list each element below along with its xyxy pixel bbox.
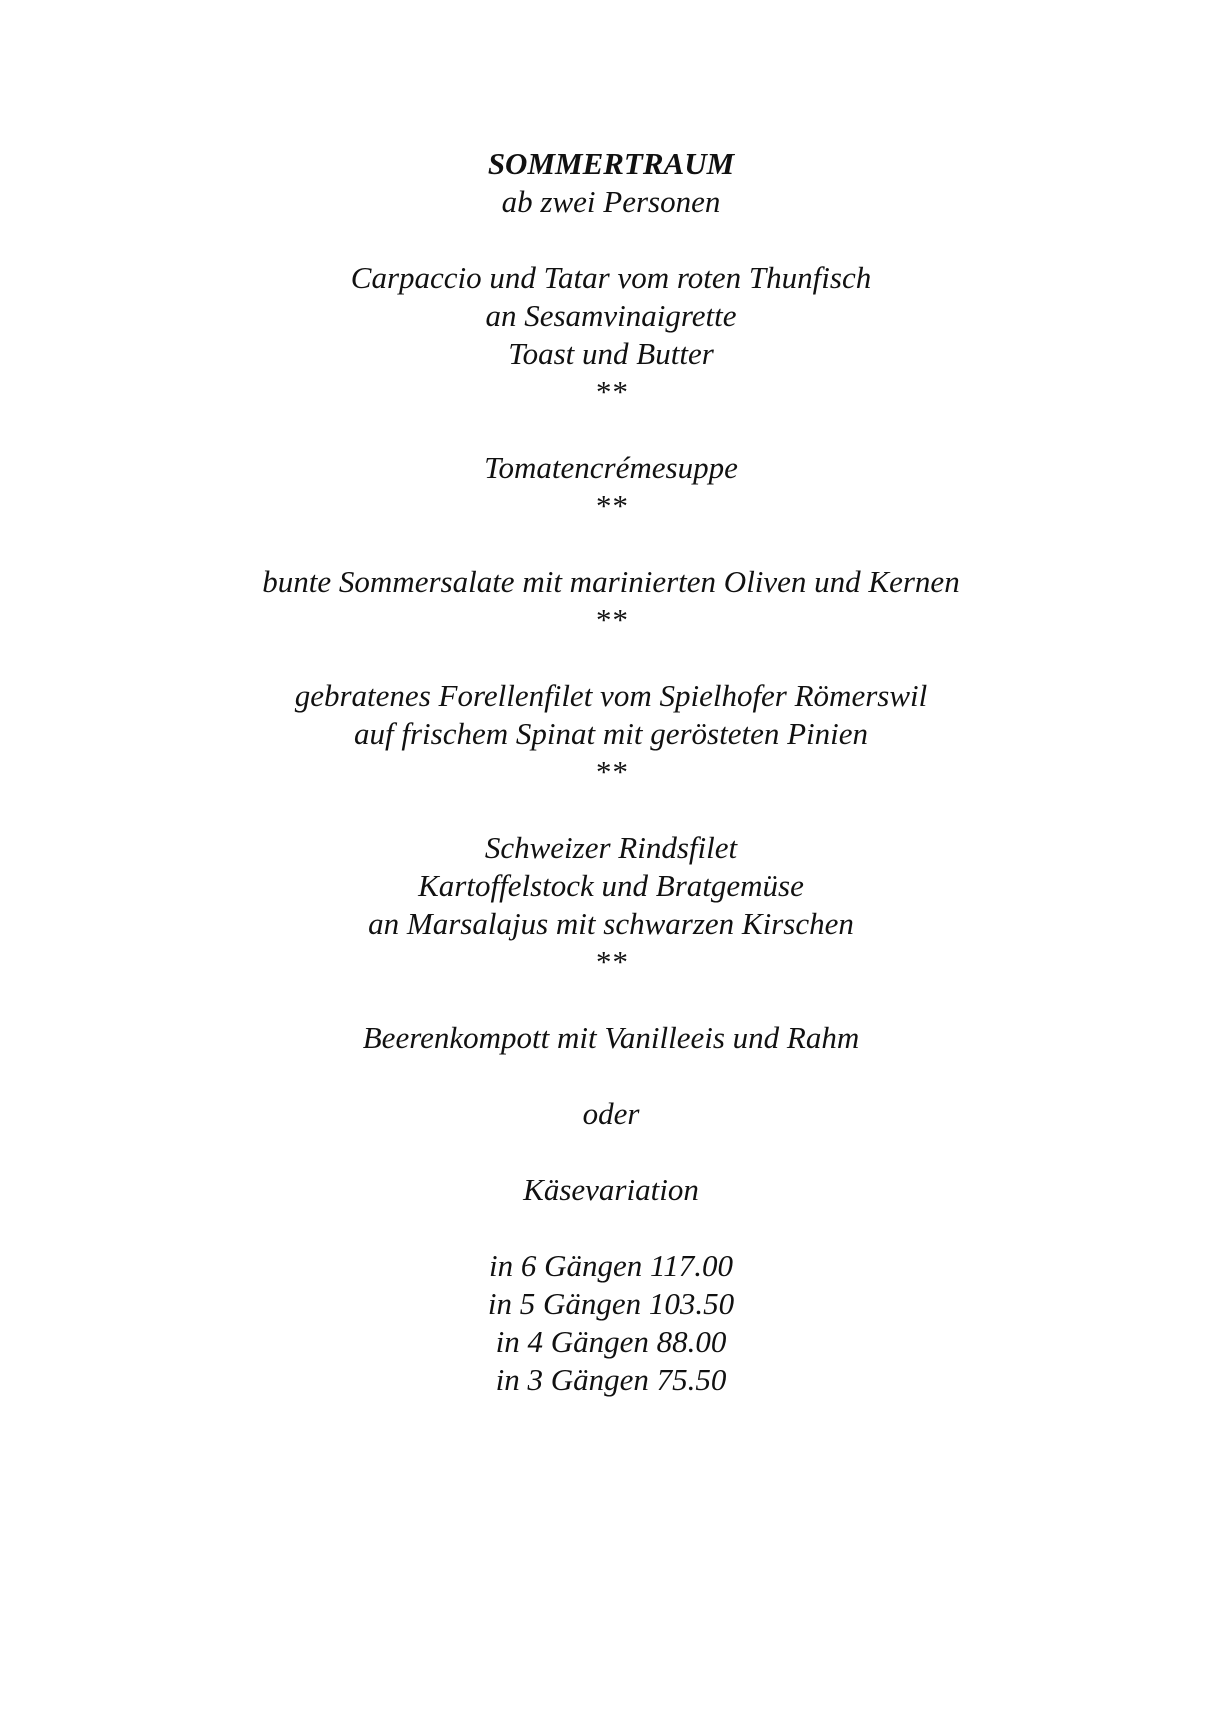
course-1 [0,259,1222,411]
spacer [0,221,1222,259]
course-1-line-2: an Sesamvinaigrette [485,298,737,333]
spacer [0,1209,1222,1247]
course-4-line-2: auf frischem Spinat mit gerösteten Pinien [353,716,868,751]
price-3-courses: in 3 Gängen 75.50 [495,1362,727,1397]
course-separator: ** [594,374,628,409]
course-separator: ** [594,754,628,789]
course-5-line-2: Kartoffelstock und Bratgemüse [418,868,804,903]
menu-subtitle: ab zwei Personen [501,184,721,219]
price-4-courses: in 4 Gängen 88.00 [495,1324,727,1359]
course-3-line-1: bunte Sommersalate mit marinierten Oliven und Kernen [262,564,960,599]
course-2-line-1: Tomatencrémesuppe [484,450,738,485]
price-6-courses: in 6 Gängen 117.00 [489,1248,733,1283]
course-5-line-3: an Marsalajus mit schwarzen Kirschen [368,906,854,941]
price-5-courses: in 5 Gängen 103.50 [487,1286,735,1321]
menu-title: SOMMERTRAUM [487,146,735,181]
course-1-line-3: Toast und Butter [508,336,714,371]
course-separator: ** [594,488,628,523]
spacer [0,981,1222,1019]
course-4-line-1: gebratenes Forellenfilet vom Spielhofer Römerswil [294,678,928,713]
dessert-option-1: Beerenkompott mit Vanilleeis und Rahm [362,1020,860,1055]
course-separator: ** [594,944,628,979]
spacer [0,791,1222,829]
course-2 [0,449,1222,525]
price-list [0,1247,1222,1399]
spacer [0,1057,1222,1095]
course-5-line-1: Schweizer Rindsfilet [484,830,738,865]
spacer [0,639,1222,677]
spacer [0,525,1222,563]
spacer [0,411,1222,449]
dessert-option-2: Käsevariation [523,1172,699,1207]
menu-content [0,145,1222,1399]
course-5 [0,829,1222,981]
spacer [0,1133,1222,1171]
course-1-line-1: Carpaccio und Tatar vom roten Thunfisch [350,260,872,295]
course-4 [0,677,1222,791]
course-3 [0,563,1222,639]
course-separator: ** [594,602,628,637]
dessert-or: oder [582,1096,640,1131]
